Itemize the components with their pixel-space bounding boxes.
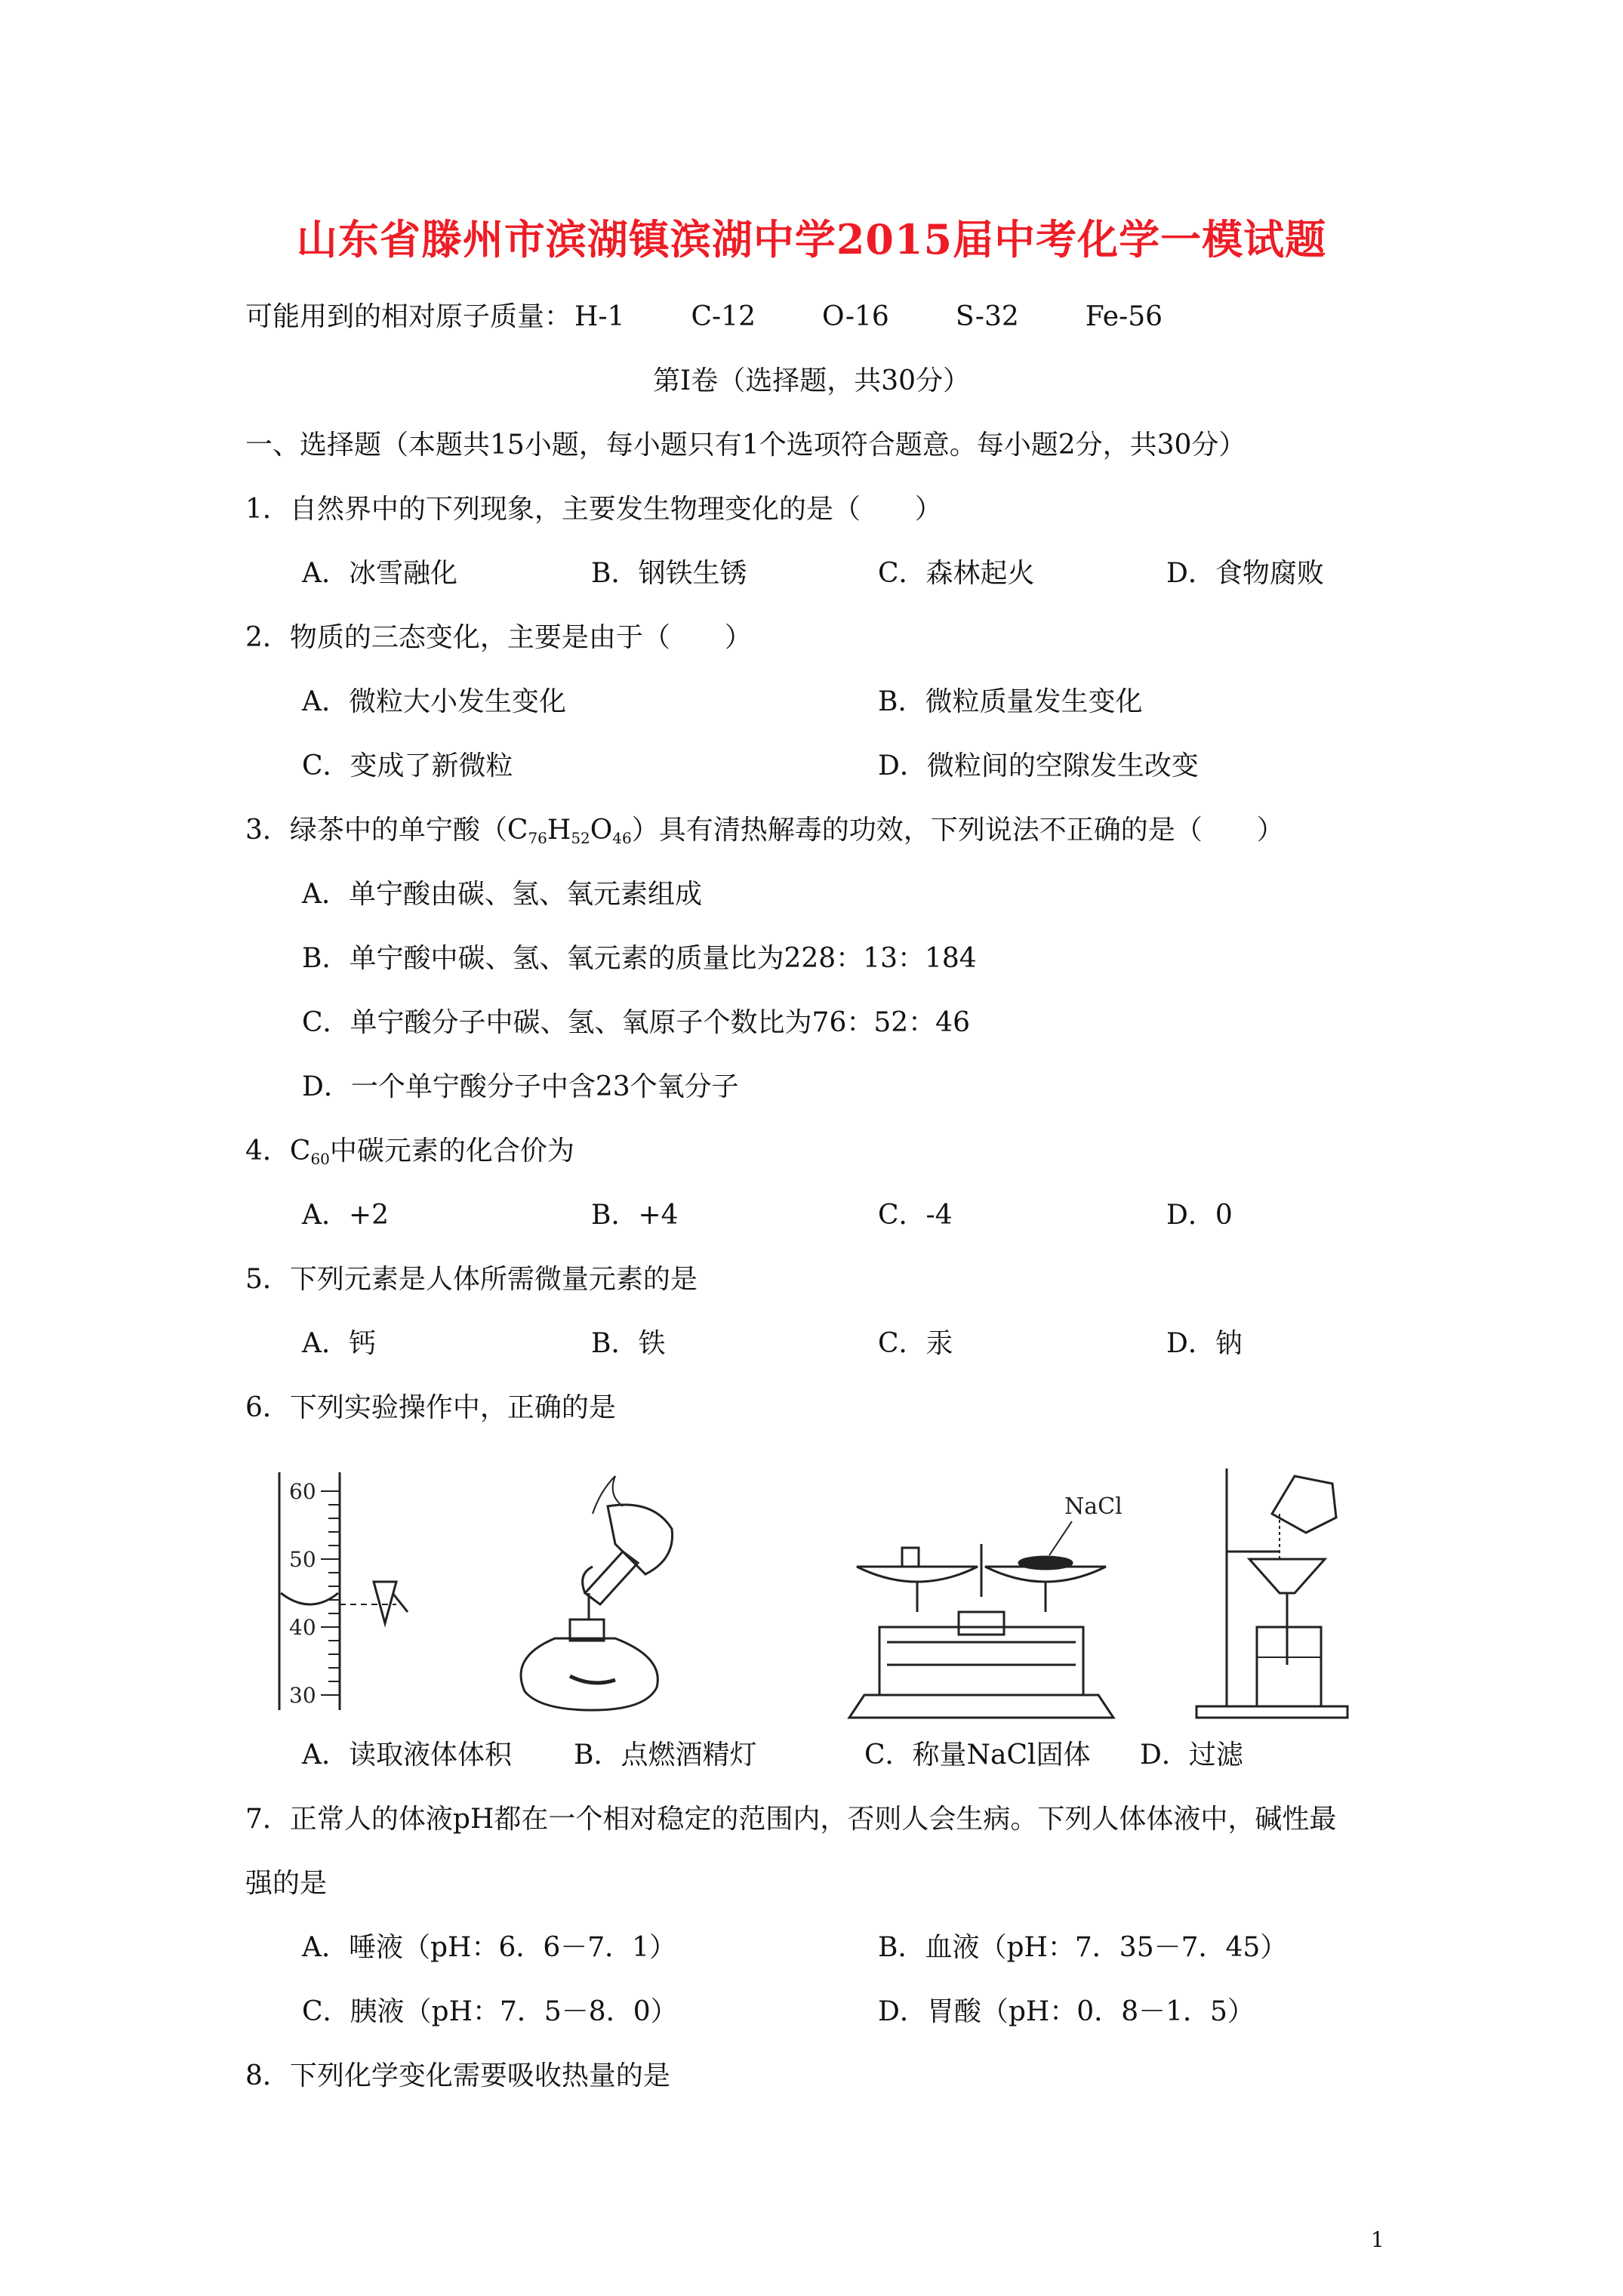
q1-option-b: B．钢铁生锈 <box>591 558 747 589</box>
q2-option-c: C．变成了新微粒 <box>302 750 513 781</box>
q1-option-c: C．森林起火 <box>878 558 1035 589</box>
q5-option-b: B．铁 <box>591 1328 666 1359</box>
q5-option-a: A．钙 <box>302 1328 376 1359</box>
page-number: 1 <box>1371 2227 1384 2252</box>
q4-option-b: B．+4 <box>591 1200 679 1231</box>
q7-option-b: B．血液（pH：7．35－7．45） <box>878 1932 1288 1963</box>
cylinder-tick-label: 60 <box>289 1479 316 1504</box>
filtration-illustration <box>1196 1469 1347 1718</box>
alcohol-lamp-illustration <box>521 1476 673 1710</box>
cylinder-tick-label: 30 <box>289 1683 316 1708</box>
q3-stem-post: ）具有清热解毒的功效，下列说法不正确的是（ ） <box>631 815 1284 846</box>
balance-illustration <box>849 1521 1113 1718</box>
q2-option-b: B．微粒质量发生变化 <box>878 686 1143 717</box>
section-heading: 一、选择题（本题共15小题，每小题只有1个选项符合题意。每小题2分，共30分） <box>245 430 1246 461</box>
q6-option-a: A．读取液体体积 <box>302 1740 512 1771</box>
q3-option-b: B．单宁酸中碳、氢、氧元素的质量比为228：13：184 <box>302 943 977 974</box>
question-7-stem-line2: 强的是 <box>245 1868 328 1899</box>
q4-stem-post: 中碳元素的化合价为 <box>329 1136 574 1166</box>
q3-stem-pre: 3．绿茶中的单宁酸（C <box>245 815 528 846</box>
question-5-stem: 5．下列元素是人体所需微量元素的是 <box>245 1264 698 1295</box>
atomic-mass-item: H-1 <box>574 301 625 332</box>
q4-option-c: C．-4 <box>878 1200 953 1231</box>
q5-option-d: D．钠 <box>1166 1328 1243 1359</box>
q3-subscript-c: 76 <box>528 829 547 847</box>
atomic-mass-item: Fe-56 <box>1085 301 1163 332</box>
atomic-mass-item: O-16 <box>822 301 889 332</box>
question-2-stem: 2．物质的三态变化，主要是由于（ ） <box>245 622 752 653</box>
q7-option-a: A．唾液（pH：6．6－7．1） <box>302 1932 677 1963</box>
nacl-label: NaCl <box>1064 1493 1123 1520</box>
q5-option-c: C．汞 <box>878 1328 953 1359</box>
question-4-stem <box>245 1133 574 1170</box>
atomic-mass-item: C-12 <box>691 301 756 332</box>
q3-symbol-h: H <box>547 815 571 846</box>
q4-stem-pre: 4．C <box>245 1136 311 1166</box>
cylinder-tick-label: 50 <box>289 1547 316 1572</box>
atomic-mass-line <box>245 298 1229 336</box>
atomic-mass-label: 可能用到的相对原子质量： <box>245 301 572 332</box>
cylinder-tick-label: 40 <box>289 1615 316 1640</box>
q7-option-c: C．胰液（pH：7．5－8．0） <box>302 1996 678 2027</box>
atomic-mass-item: S-32 <box>955 301 1019 332</box>
q6-option-d: D．过滤 <box>1140 1740 1243 1771</box>
q3-option-d: D．一个单宁酸分子中含23个氧分子 <box>302 1071 739 1102</box>
lab-operations-figure <box>253 1461 1370 1721</box>
q1-option-d: D．食物腐败 <box>1166 558 1324 589</box>
question-8-stem: 8．下列化学变化需要吸收热量的是 <box>245 2060 670 2091</box>
question-1-stem: 1．自然界中的下列现象，主要发生物理变化的是（ ） <box>245 494 942 525</box>
q4-option-a: A．+2 <box>302 1200 390 1231</box>
q3-option-a: A．单宁酸由碳、氢、氧元素组成 <box>302 879 702 910</box>
q3-subscript-o: 46 <box>612 829 632 847</box>
q7-option-d: D．胃酸（pH：0．8－1．5） <box>878 1996 1255 2027</box>
question-3-stem <box>245 812 1284 849</box>
q3-option-c: C．单宁酸分子中碳、氢、氧原子个数比为76：52：46 <box>302 1007 970 1038</box>
question-7-stem-line1: 7．正常人的体液pH都在一个相对稳定的范围内，否则人会生病。下列人体体液中，碱性最 <box>245 1804 1337 1835</box>
q4-subscript: 60 <box>310 1150 330 1168</box>
q6-option-c: C．称量NaCl固体 <box>864 1740 1091 1771</box>
q1-option-a: A．冰雪融化 <box>302 558 457 589</box>
question-6-stem: 6．下列实验操作中，正确的是 <box>245 1392 616 1423</box>
q2-option-d: D．微粒间的空隙发生改变 <box>878 750 1199 781</box>
q4-option-d: D．0 <box>1166 1200 1233 1231</box>
exam-title: 山东省滕州市滨湖镇滨湖中学2015届中考化学一模试题 <box>296 215 1327 264</box>
q3-symbol-o: O <box>590 815 613 846</box>
graduated-cylinder-illustration <box>279 1472 408 1710</box>
q6-option-b: B．点燃酒精灯 <box>574 1740 757 1771</box>
volume-heading: 第Ⅰ卷（选择题，共30分） <box>652 365 971 396</box>
q2-option-a: A．微粒大小发生变化 <box>302 686 566 717</box>
q3-subscript-h: 52 <box>571 829 590 847</box>
